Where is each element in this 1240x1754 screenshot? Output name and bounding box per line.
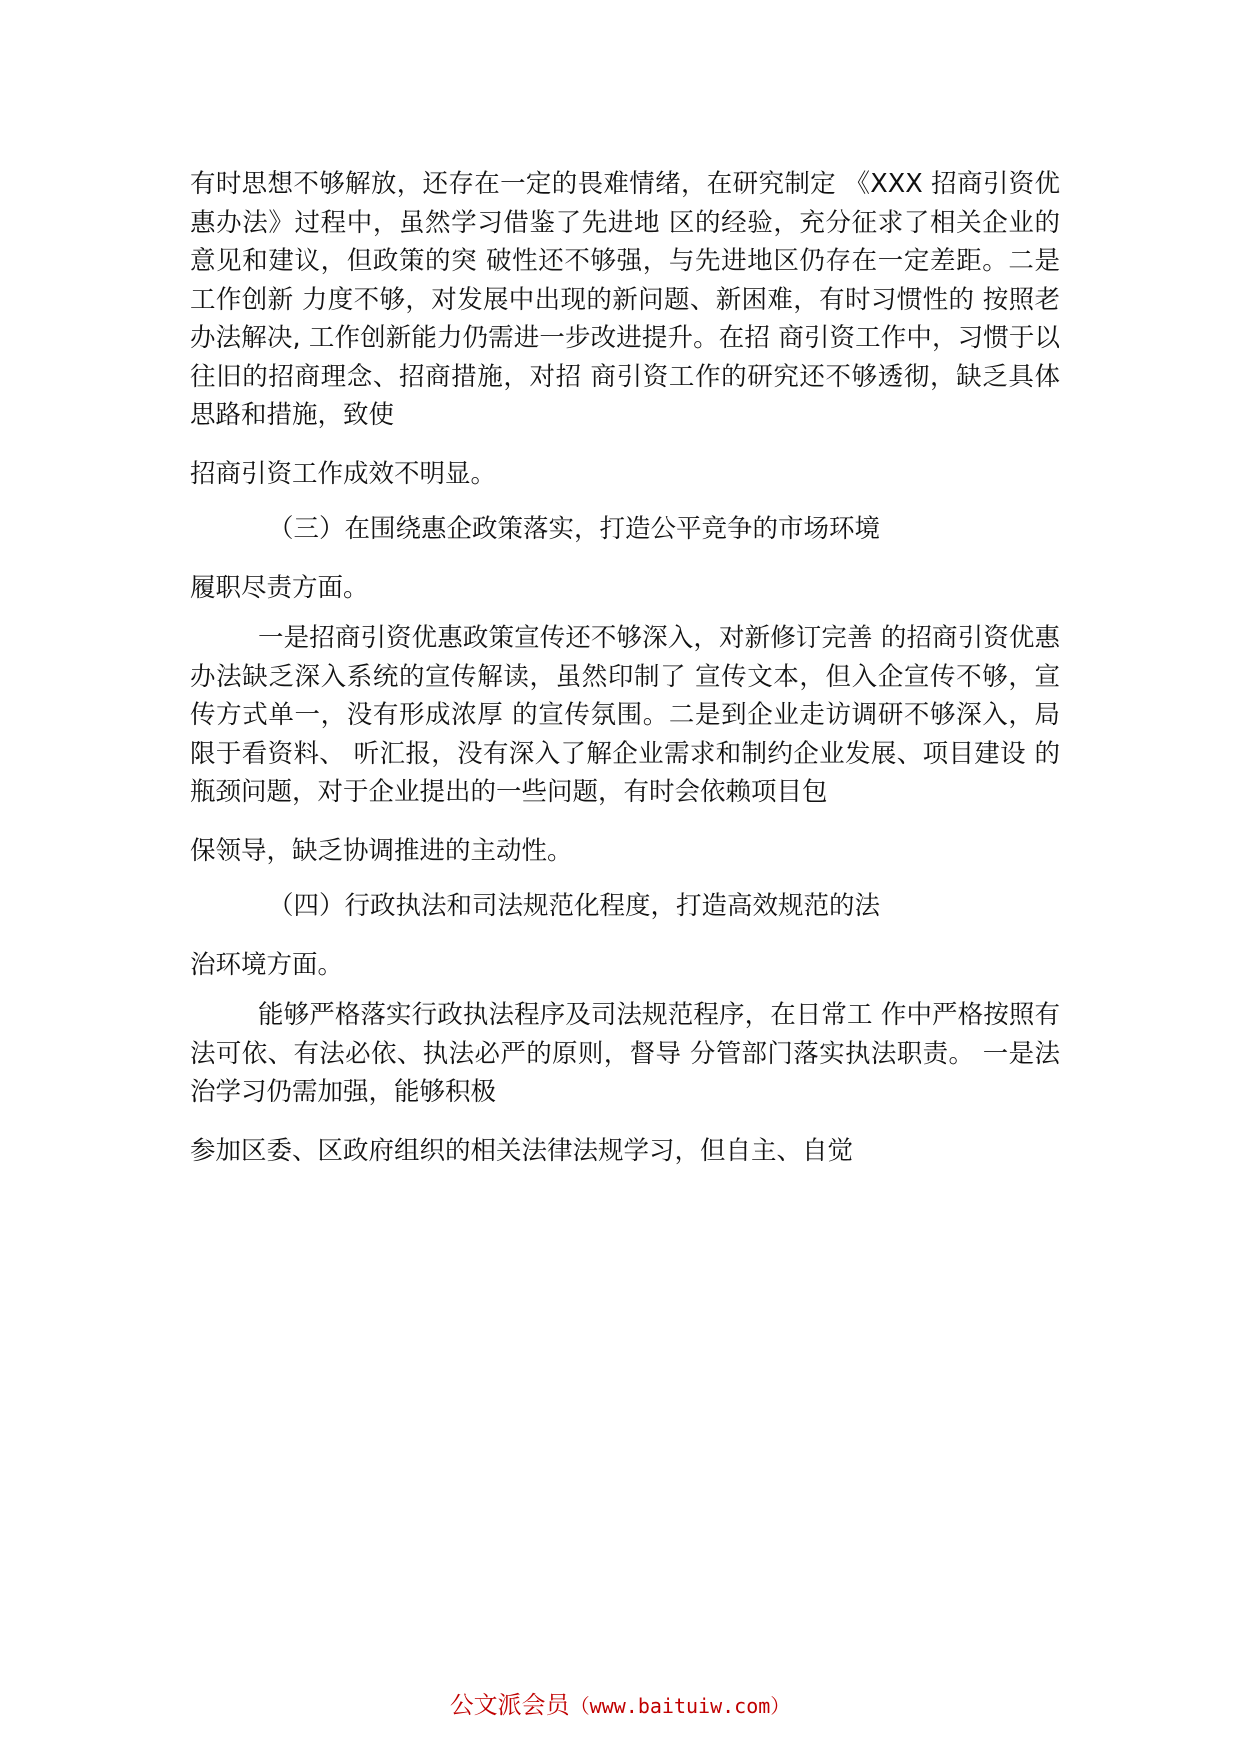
footer-watermark [0,1689,1240,1722]
paragraph-law-study: 参加区委、区政府组织的相关法律法规学习，但自主、自觉 [190,1135,854,1166]
footer-brand: 公文派会员 [449,1691,570,1719]
footer-url[interactable]: （www.baituiw.com） [569,1694,791,1718]
paragraph-policy-publicity: 一是招商引资优惠政策宣传还不够深入，对新修订完善 的招商引资优惠办法缺乏深入系统的宣传解读，虽然印制了 宣传文本，但入企宣传不够，宣传方式单一，没有形成浓厚 的宣传氛围。二是到企业走访调研不够深入，局限于看资料、 听汇报，没有深入了解企业需求和制约企业发展、项目建设 的瓶颈问题，对于企业提出的一些问题，有时会依赖项目包 [190,623,1060,807]
paragraph-ideas-innovation: 有时思想不够解放，还存在一定的畏难情绪，在研究制定 《XXX 招商引资优惠办法》过程中，虽然学习借鉴了先进地 区的经验，充分征求了相关企业的意见和建议，但政策的突 破性还不够强，与先进地区仍存在一定差距。二是工作创新 力度不够，对发展中出现的新问题、新困难，有时习惯性的 按照老办法解决, 工作创新能力仍需进一步改进提升。在招 商引资工作中，习惯于以往旧的招商理念、招商措施，对招 商引资工作的研究还不够透彻，缺乏具体思路和措施，致使 [190,169,1060,430]
section-heading-four: （四）行政执法和司法规范化程度，打造高效规范的法 [268,891,881,921]
paragraph-coordination: 保领导，缺乏协调推进的主动性。 [190,835,573,866]
document-body [190,165,1060,1170]
section-heading-four-continued: 治环境方面。 [190,949,344,980]
section-heading-three-continued: 履职尽责方面。 [190,572,369,603]
section-heading-three: （三）在围绕惠企政策落实，打造公平竞争的市场环境 [268,514,881,544]
paragraph-law-enforcement: 能够严格落实行政执法程序及司法规范程序，在日常工 作中严格按照有法可依、有法必依、执法必严的原则，督导 分管部门落实执法职责。 一是法治学习仍需加强，能够积极 [190,1000,1060,1107]
paragraph-investment-effect: 招商引资工作成效不明显。 [190,458,497,489]
